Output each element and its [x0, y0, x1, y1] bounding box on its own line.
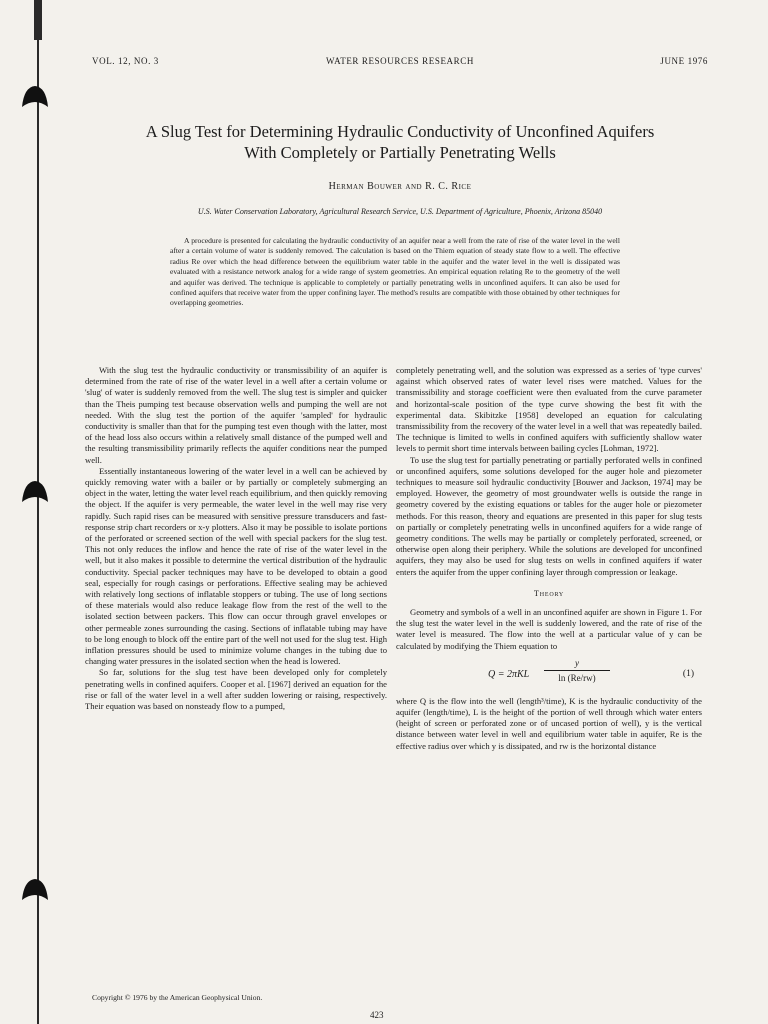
punch-hole-3	[20, 876, 50, 902]
paragraph: Essentially instantaneous lowering of the water level in a well can be achieved by quickly removing water with a bailer or by partially or completely submerging an object in the water, letting the water level reach equilibrium, and then quickly removing the object. If the aquifer is very permeable, the water level in the well may rise very rapidly. Such rapid rises can be measured with sensitive pressure transducers and fast-response strip chart recorders or x-y plotters. Also it may be possible to isolate portions of the perforated or screened section of the well with special packers for the slug test. This not only reduces the inflow and hence the rate of rise of the water level in the well, but it also makes it possible to determine the vertical distribution of the hydraulic conductivity. Special packer techniques may have to be developed to obtain a good seal, especially for rough casings or perforations. Effective sealing may be achieved with relatively long sections of inflatable stoppers or tubing. The use of long sections of these materials would also reduce leakage flow from the rest of the well to the isolated section between packers. This flow can occur through gravel envelopes or other permeable zones surrounding the casing. Sections of inflatable tubing may have to be long enough to block off the entire part of the well not used for the slug test. High inflation pressures should be used to minimize volume changes in the tubing due to changing water pressures in the isolated section when the head is lowered.	[85, 465, 388, 667]
equation-1	[396, 658, 702, 692]
affiliation: U.S. Water Conservation Laboratory, Agricultural Research Service, U.S. Department of Agriculture, Phoenix, Arizona 85040	[197, 207, 603, 216]
paragraph: To use the slug test for partially penetrating or partially perforated wells in confined or unconfined aquifers, some solutions developed for the auger hole and piezometer techniques to measure soil hydraulic conductivity [Bouwer and Jackson, 1974] may be employed. However, the geometry of most groundwater wells is outside the range in geometry covered by the existing equations or tables for the auger hole or piezometer methods. For this reason, theory and equations are presented in this paper for slug tests on partially or completely penetrating wells in unconfined aquifers for a wide range of geometry conditions. The wells may be partially or completely perforated, screened, or otherwise open along their periphery. While the solutions are developed for unconfined aquifers, they may also be used for slug tests on wells in confined aquifers if water enters the aquifer from the upper confining layer through compression or leakage.	[396, 454, 702, 577]
paragraph: completely penetrating well, and the solution was expressed as a series of 'type curves' against which observed rates of water level rises were matched. Values for the transmissibility and storage coefficient were then evaluated from the curve parameter and horizontal-scale position of the type curve showing the best fit with the experimental data. Skibitzke [1958] developed an equation for calculating transmissibility from the recovery of the water level in a well that was repeatedly bailed. The technique is limited to wells in confined aquifers with sufficiently shallow water levels to permit short time intervals between bailing cycles [Lohman, 1972].	[396, 365, 702, 454]
journal-name: WATER RESOURCES RESEARCH	[326, 56, 474, 66]
paragraph: Geometry and symbols of a well in an unconfined aquifer are shown in Figure 1. For the slug test the water level in the well is suddenly lowered, and the rate of rise of the water level is measured. The flow into the well at a particular value of y can be calculated by modifying the Thiem equation to	[396, 607, 702, 651]
equation-numerator: y	[575, 657, 579, 668]
paragraph: With the slug test the hydraulic conductivity or transmissibility of an aquifer is determined from the rate of rise of the water level in a well after a certain volume or 'slug' of water is suddenly removed from the well. The slug test is simpler and quicker than the Theis pumping test because observation wells and pumping the well are not needed. With the slug test the portion of the aquifer 'sampled' for hydraulic conductivity is smaller than that for the pumping test even though with the latter, most of the head loss also occurs within a relatively small distance of the pumped well and the resulting transmissibility primarily reflects the aquifer conditions near the pumped well.	[85, 365, 387, 465]
title-line-2: With Completely or Partially Penetrating Wells	[244, 143, 556, 162]
volume-issue: VOL. 12, NO. 3	[92, 56, 159, 66]
equation-number: (1)	[682, 668, 694, 679]
paper-title	[90, 121, 710, 163]
page-number: 423	[370, 1010, 384, 1020]
left-column	[85, 365, 387, 712]
issue-date: JUNE 1976	[660, 56, 708, 66]
equation-lhs: Q = 2πKL	[488, 668, 530, 680]
copyright-notice: Copyright © 1976 by the American Geophysical Union.	[92, 993, 263, 1002]
right-column	[396, 365, 702, 752]
equation-fraction	[544, 658, 610, 684]
title-line-1: A Slug Test for Determining Hydraulic Conductivity of Unconfined Aquifers	[145, 122, 655, 141]
paragraph: So far, solutions for the slug test have been developed only for completely penetrating wells in confined aquifers. Cooper et al. [1967] derived an equation for the rise or fall of the water level in a well after sudden lowering or raising, respectively. Their equation was based on nonsteady flow to a pumped,	[85, 667, 387, 712]
running-head	[92, 56, 708, 70]
punch-hole-1	[20, 83, 50, 109]
abstract	[170, 236, 620, 309]
punch-hole-2	[20, 478, 50, 504]
authors: Herman Bouwer and R. C. Rice	[328, 181, 472, 192]
section-heading-theory: Theory	[533, 588, 565, 598]
paragraph: where Q is the flow into the well (length³/time), K is the hydraulic conductivity of the aquifer (length/time), L is the height of the portion of well through which water enters (height of screen or perforated zone or of uncased portion of well), y is the vertical distance between water level in well and equilibrium water table in aquifer, Re is the effective radius over which y is dissipated, and rw is the horizontal distance	[396, 695, 702, 751]
equation-denominator: ln (Re/rw)	[544, 670, 610, 684]
binder-margin-line	[37, 0, 39, 1024]
abstract-text: A procedure is presented for calculating the hydraulic conductivity of an aquifer near a well from the rate of rise of the water level in the well after a certain volume of water is suddenly removed. The calculation is based on the Thiem equation of steady state flow to a well. The effective radius Re over which the head difference between the equilibrium water table in the aquifer and the water level in the well is dissipated was evaluated with a resistance network analog for a wide range of system geometries. An empirical equation relating Re to the geometry of the well and aquifer was derived. The technique is applicable to completely or partially penetrating wells in unconfined aquifers. It can also be used for confined aquifers that receive water from the upper confining layer. The method's results are compatible with those obtained by other techniques for overlapping geometries.	[170, 236, 620, 308]
